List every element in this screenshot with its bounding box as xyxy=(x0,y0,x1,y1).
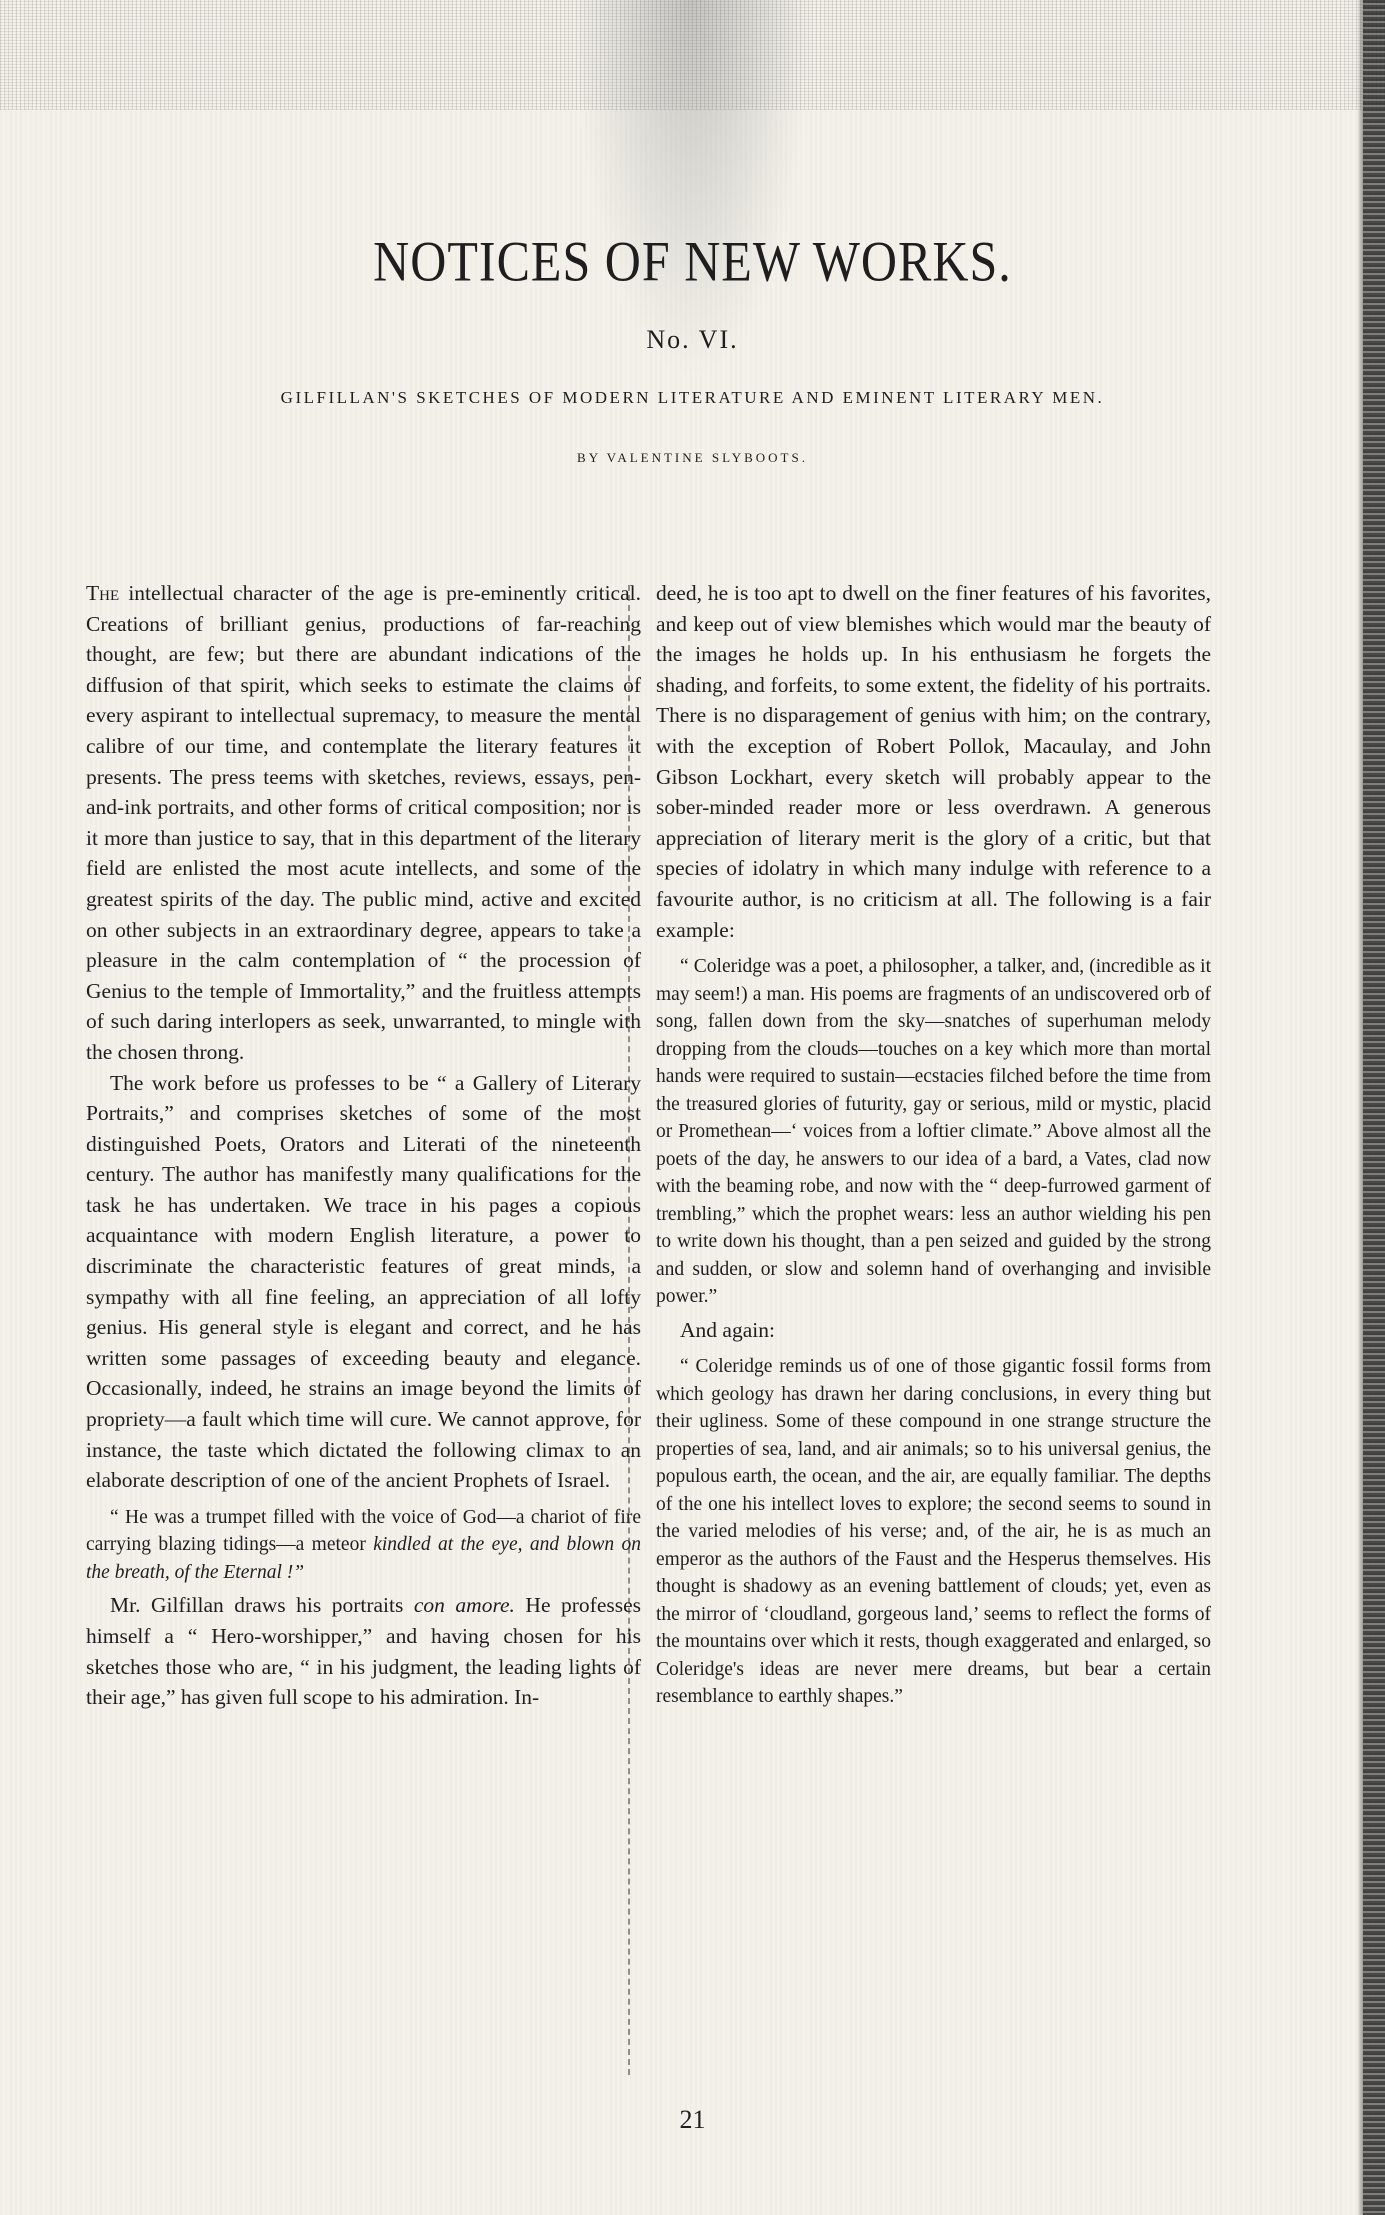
paragraph-4: deed, he is too apt to dwell on the finer features of his favorites, and keep out of view blemishes which would mar the beauty of the images he holds up. In his enthusiasm he forgets the shading, and forfeits, to some extent, the fidelity of his portraits. There is no disparagement of genius with him; on the contrary, with the exception of Robert Pollok, Macaulay, and John Gibson Lockhart, every sketch will probably appear to the sober-minded reader more or less overdrawn. A generous appreciation of literary merit is the glory of a critic, but that species of idolatry in which many indulge with reference to a favourite author, is no criticism at all. The following is a fair example: xyxy=(656,581,1211,942)
paragraph-5: And again: xyxy=(680,1317,775,1342)
paragraph-3-italic: con amore. xyxy=(413,1593,515,1618)
paragraph-2: The work before us professes to be “ a Gallery of Literary Portraits,” and comprises sketches of some of the most distinguished Poets, Orators and Literati of the nineteenth century. The author has manifestly many qualifications for the task he has undertaken. We trace in his pages a copious acquaintance with modern English literature, a power to discriminate the characteristic features of great minds, a sympathy with all fine feeling, an appreciation of all lofty genius. His general style is elegant and correct, and he has written some passages of exceeding beauty and elegance. Occasionally, indeed, he strains an image beyond the limits of propriety—a fault which time will cure. We cannot approve, for instance, the taste which dictated the following climax to an elaborate description of one of the ancient Prophets of Israel. xyxy=(86,1070,641,1493)
byline: BY VALENTINE SLYBOOTS. xyxy=(577,450,808,465)
lead-word: The xyxy=(86,581,120,605)
scan-noise-top xyxy=(0,0,1385,110)
quote-coleridge-1: “ Coleridge was a poet, a philosopher, a talker, and, (incredible as it may seem!) a man. His poems are fragments of an undiscovered orb of song, fallen down from the sky—snatches of superhuman melody dropping from the clouds—touches on a key which more than mortal hands were required to sustain—ecstacies filched before the time from the treasured glories of futurity, gay or serious, mild or mystic, placid or Promethean—‘ voices from a loftier climate.” Above almost all the poets of the day, he answers to our idea of a bard, a Vates, clad now with the beaming robe, and now with the “ deep-furrowed garment of trembling,” which the prophet wears: less an author wielding his pen to write down his thought, than a pen seized and guided by the strong and sudden, or slow and solemn hand of overhanging and invisible power.” xyxy=(656,956,1211,1308)
article-subtitle: GILFILLAN'S SKETCHES OF MODERN LITERATURE AND EMINENT LITERARY MEN. xyxy=(280,388,1105,407)
quote-prophet-text: “ He was a trumpet filled with the voice of God—a chariot of fire carrying blazing tidings—a meteor xyxy=(86,1506,641,1556)
quote-prophet xyxy=(86,1504,641,1587)
right-column xyxy=(656,578,1211,1711)
paragraph-1-text: intellectual character of the age is pre-eminently critical. Creations of brilliant genius, productions of far-reaching thought, are few; but there are abundant indications of the diffusion of that spirit, which seeks to estimate the claims of every aspirant to intellectual supremacy, to measure the mental calibre of our time, and contemplate the literary features it presents. The press teems with sketches, reviews, essays, pen-and-ink portraits, and other forms of critical composition; nor is it more than justice to say, that in this department of the literary field are enlisted the most acute intellects, and some of the greatest spirits of the day. The public mind, active and excited on other subjects in an extraordinary degree, appears to take a pleasure in the calm contemplation of “ the procession of Genius to the temple of Immortality,” and the fruitless attempts of such daring interlopers as seek, unwarranted, to mingle with the chosen throng. xyxy=(86,581,641,1064)
paragraph-3-rest: He professes himself a “ Hero-worshipper,” and having chosen for his sketches those who are, “ in his judgment, the leading lights of their age,” has given full scope to his admiration. In- xyxy=(86,1593,642,1710)
paragraph-1 xyxy=(86,578,641,1068)
paragraph-3 xyxy=(86,1590,641,1712)
page-number: 21 xyxy=(679,2105,706,2134)
paragraph-3-start: Mr. Gilfillan draws his portraits xyxy=(110,1593,414,1618)
quote-coleridge-2: “ Coleridge reminds us of one of those gigantic fossil forms from which geology has drawn her daring conclusions, in every thing but their ugliness. Some of these compound in one strange structure the properties of sea, land, and air animals; so to his universal genius, the populous earth, the ocean, and the air, are equally familiar. The depths of the one his intellect loves to explore; the second seems to sound in the varied melodies of his verse; and, of the air, he is as much an emperor as the authors of the Faust and the Hesperus themselves. His thought is shadowy as an evening battlement of clouds; yet, even as the mirror of ‘cloudland, gorgeous land,’ seems to reflect the forms of the mountains over which it rests, though exaggerated and enlarged, so Coleridge's ideas are never mere dreams, but bear a certain resemblance to earthly shapes.” xyxy=(656,1356,1211,1708)
left-column xyxy=(86,578,641,1713)
page-title: NOTICES OF NEW WORKS. xyxy=(373,228,1012,294)
quote-prophet-italic: kindled at the eye, and blown on the breath, of the Eternal !” xyxy=(86,1534,641,1583)
issue-number: No. VI. xyxy=(646,325,739,354)
column-divider xyxy=(628,585,630,2075)
